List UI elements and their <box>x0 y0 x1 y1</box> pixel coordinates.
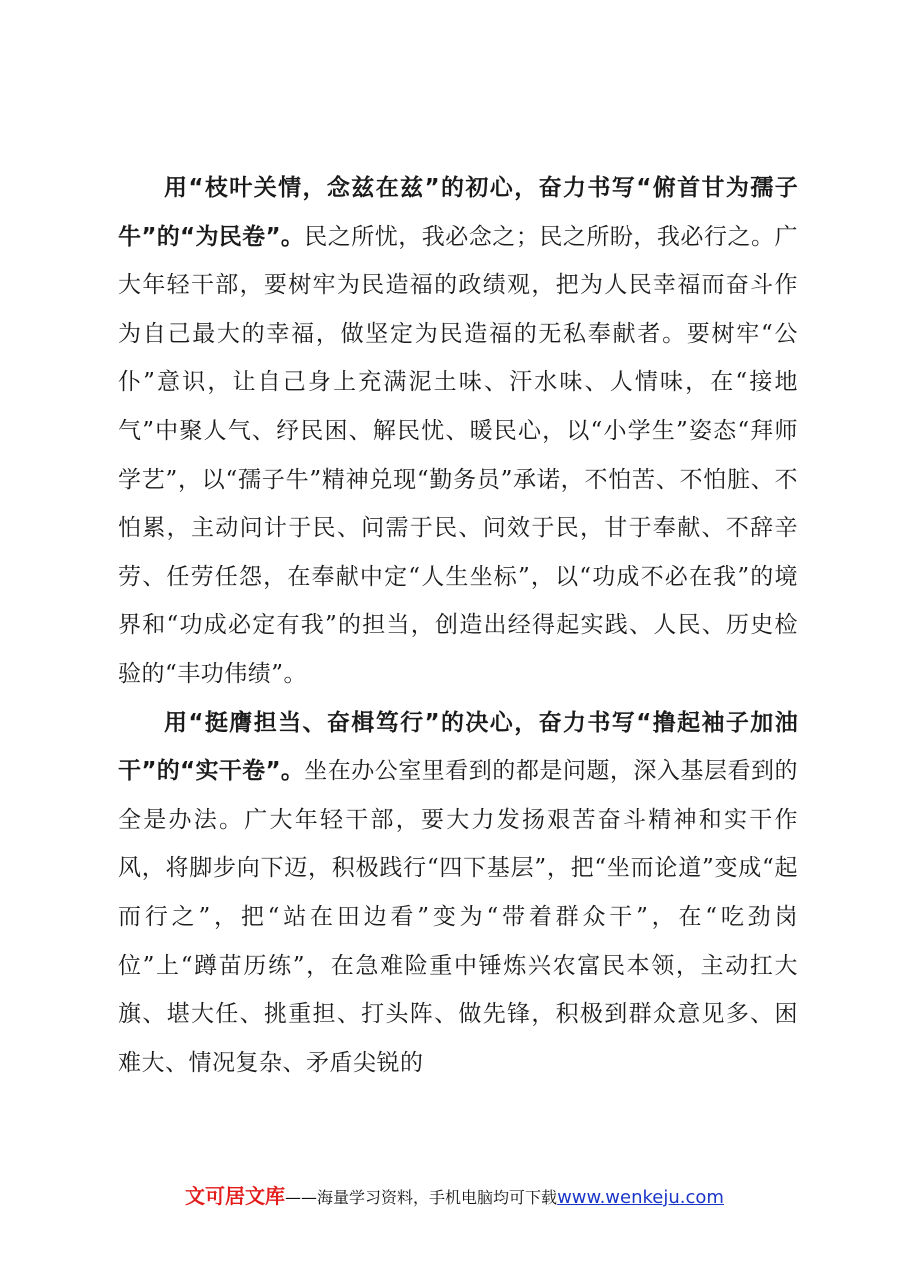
footer-banner <box>0 1180 909 1209</box>
footer-slogan: ——海量学习资料，手机电脑均可下载 <box>285 1188 558 1207</box>
paragraph-2-lead: 用“挺膺担当、奋楫笃行”的决心，奋力书写“撸起袖子加油干”的“实干卷”。 <box>118 709 798 785</box>
paragraph-2-body: 坐在办公室里看到的都是问题，深入基层看到的全是办法。广大年轻干部，要大力发扬艰苦奋斗精神和实干作风，将脚步向下迈，积极践行“四下基层”，把“坐而论道”变成“起而行之”，把“站在田边看”变为“带着群众干”，在“吃劲岗位”上“蹲苗历练”，在急难险重中锤炼兴农富民本领，主动扛大旗、堪大任、挑重担、打头阵、做先锋，积极到群众意见多、困难大、情况复杂、矛盾尖锐的 <box>118 758 798 1076</box>
paragraph-2 <box>118 699 798 1088</box>
paragraph-1-lead: 用“枝叶关情，念兹在兹”的初心，奋力书写“俯首甘为孺子牛”的“为民卷”。 <box>118 175 798 250</box>
document-body <box>118 164 798 1087</box>
paragraph-1-body: 民之所忧，我必念之；民之所盼，我必行之。广大年轻干部，要树牢为民造福的政绩观，把为人民幸福而奋斗作为自己最大的幸福，做坚定为民造福的无私奉献者。要树牢“公仆”意识，让自己身上充满泥土味、汗水味、人情味，在“接地气”中聚人气、纾民困、解民忧、暖民心，以“小学生”姿态“拜师学艺”，以“孺子牛”精神兑现“勤务员”承诺，不怕苦、不怕脏、不怕累，主动问计于民、问需于民、问效于民，甘于奉献、不辞辛劳、任劳任怨，在奉献中定“人生坐标”，以“功成不必在我”的境界和“功成必定有我”的担当，创造出经得起实践、人民、历史检验的“丰功伟绩”。 <box>118 223 798 687</box>
footer-site-link[interactable]: www.wenkeju.com <box>557 1187 724 1208</box>
footer-brand: 文可居文库 <box>185 1184 286 1208</box>
paragraph-1 <box>118 164 798 699</box>
